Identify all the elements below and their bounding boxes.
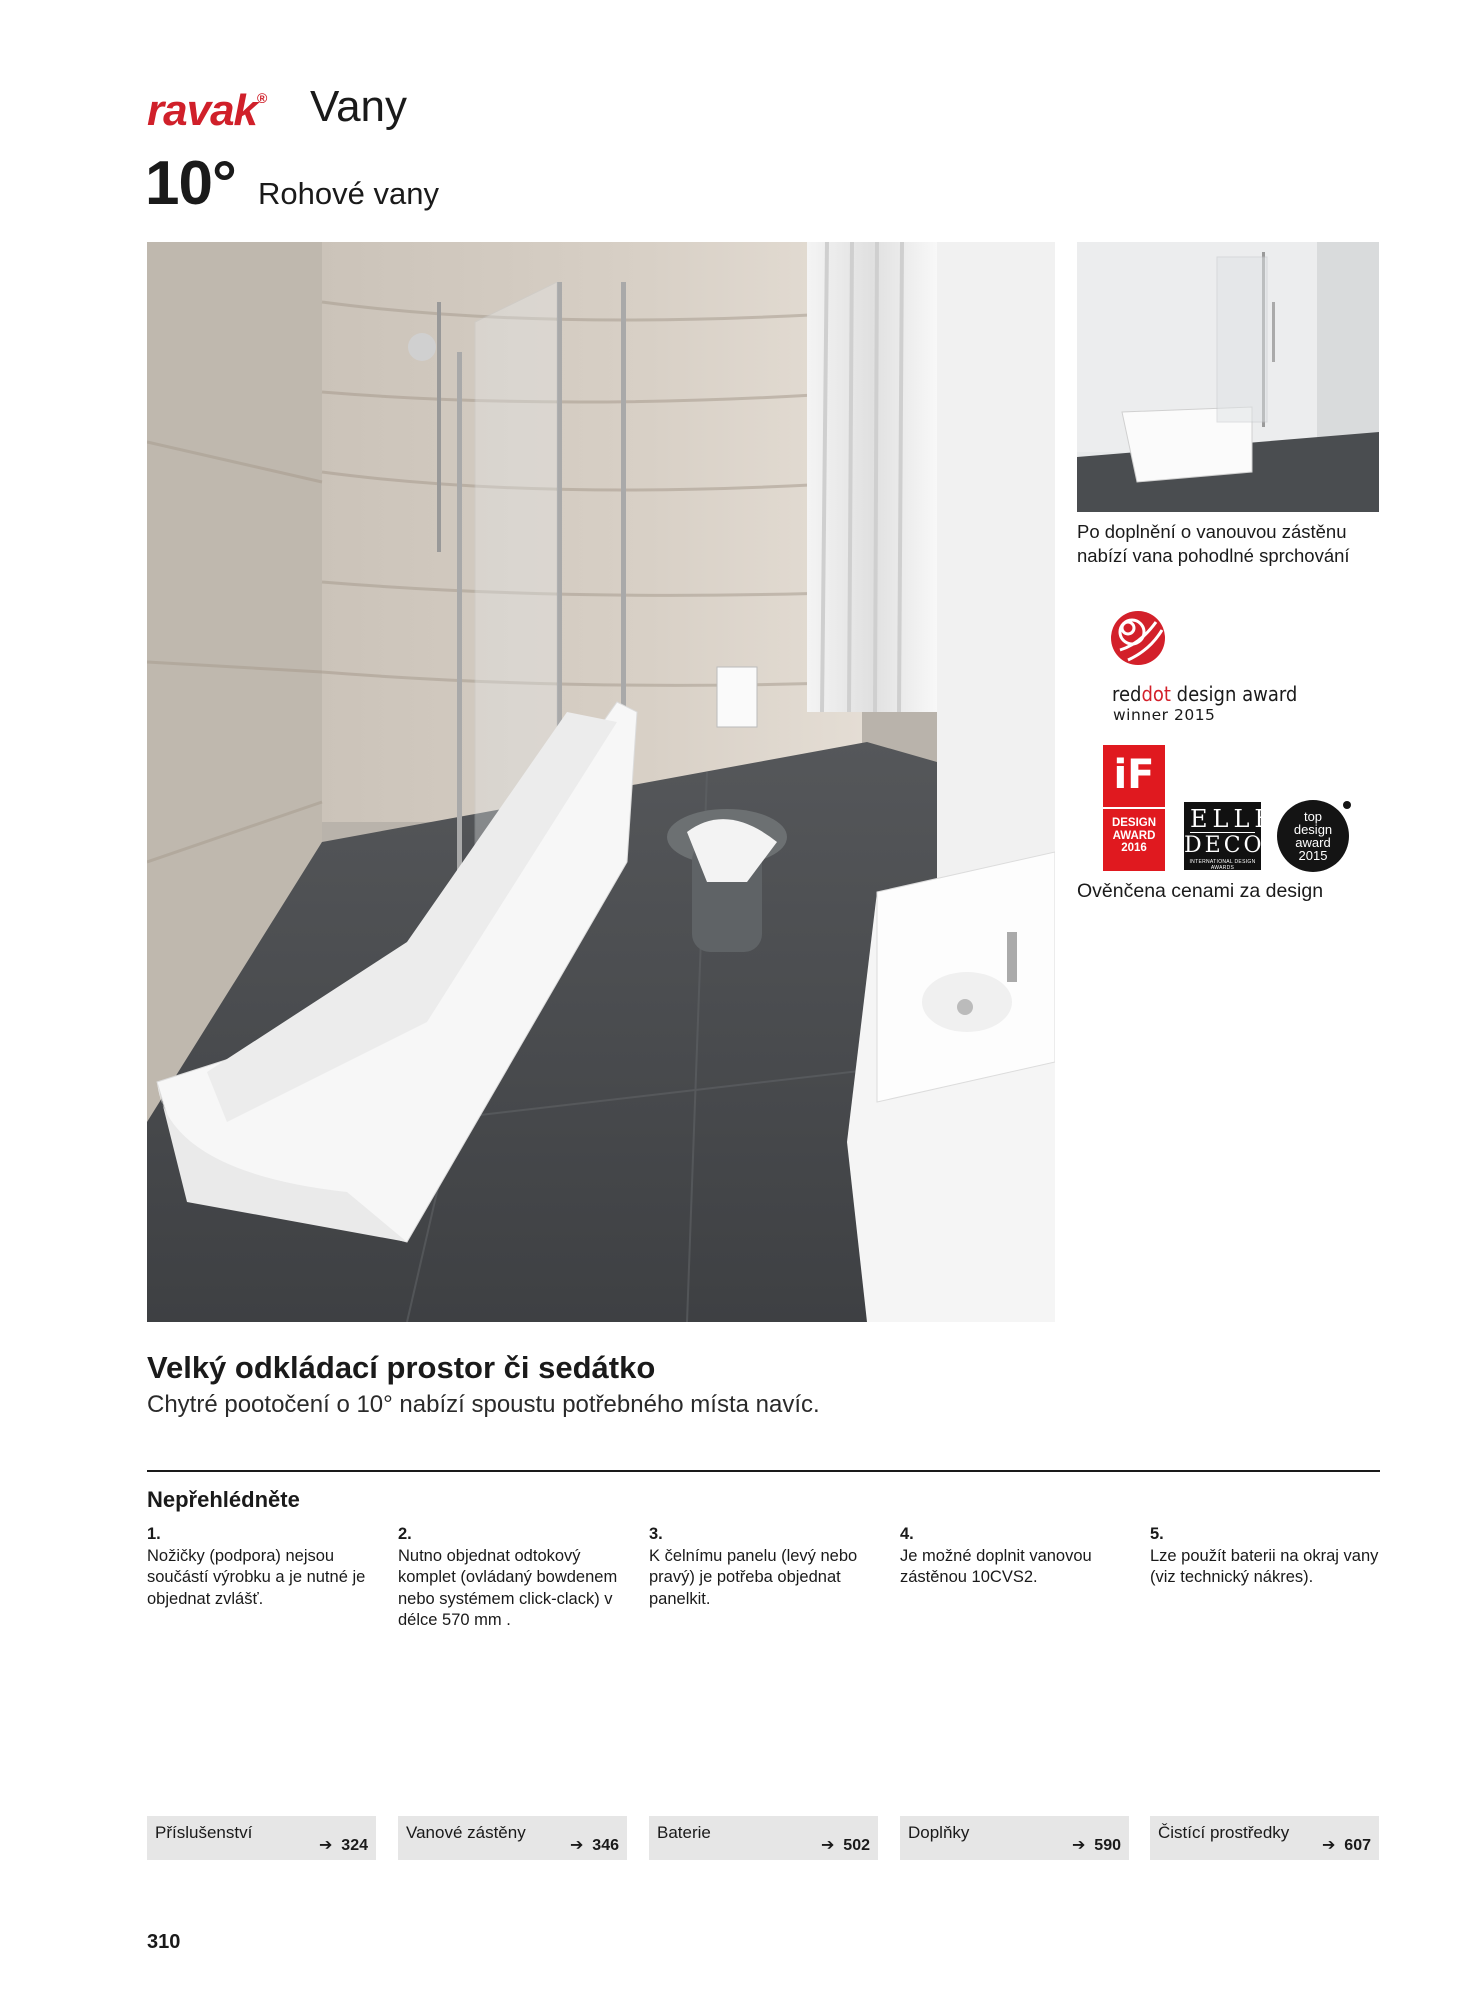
reference-label: Příslušenství <box>155 1823 253 1842</box>
bathtub-with-shower-screen-photo <box>1077 242 1379 512</box>
feature-subline: Chytré pootočení o 10° nabízí spoustu potřebného místa navíc. <box>147 1391 820 1418</box>
note-item <box>649 1524 879 1610</box>
side-photo-caption: Po doplnění o vanouvou zástěnu nabízí vana pohodlné sprchování <box>1077 521 1350 566</box>
page-number: 310 <box>147 1931 181 1953</box>
if-design-award-badge <box>1103 745 1165 871</box>
reference-link-prislusenstvi[interactable] <box>147 1816 376 1860</box>
elle-deco-caption: INTERNATIONAL DESIGN AWARDS <box>1189 859 1256 871</box>
reference-link-doplnky[interactable] <box>900 1816 1129 1860</box>
top-design-award-badge <box>1277 800 1349 872</box>
section-title: Vany <box>310 82 408 131</box>
top-award-line: award <box>1295 835 1331 850</box>
note-text: Je možné doplnit vanovou zástěnou 10CVS2. <box>900 1546 1092 1586</box>
awards-caption: Ověnčena cenami za design <box>1077 880 1324 902</box>
arrow-right-icon: ➔ <box>1322 1837 1336 1854</box>
top-award-dot <box>1343 801 1351 809</box>
note-number: 3. <box>649 1525 663 1543</box>
note-item <box>398 1524 628 1632</box>
reference-label: Vanové zástěny <box>406 1823 526 1842</box>
note-number: 1. <box>147 1525 161 1543</box>
note-text: Nožičky (podpora) nejsou součástí výrobku a je nutné je objednat zvlášť. <box>147 1546 366 1608</box>
reddot-award-label: reddot design award <box>1112 682 1298 706</box>
model-number: 10° <box>145 149 236 218</box>
top-award-year: 2015 <box>1298 848 1328 863</box>
elle-deco-title: ELLE <box>1190 802 1255 833</box>
arrow-right-icon: ➔ <box>570 1837 584 1854</box>
reference-page: 346 <box>592 1837 619 1854</box>
model-name: Rohové vany <box>258 176 439 211</box>
ravak-logo: ravak® <box>147 86 267 135</box>
notes-title: Nepřehlédněte <box>147 1487 300 1512</box>
bathroom-corner-bathtub-photo <box>147 242 1055 1322</box>
top-award-line: top <box>1303 809 1323 824</box>
note-number: 2. <box>398 1525 412 1543</box>
note-item <box>147 1524 377 1610</box>
reference-label: Čistící prostředky <box>1158 1823 1290 1842</box>
reference-page: 502 <box>843 1837 870 1854</box>
feature-headline: Velký odkládací prostor či sedátko <box>147 1350 656 1385</box>
reddot-award-year: winner 2015 <box>1113 706 1216 724</box>
section-divider <box>147 1470 1380 1472</box>
note-text: Lze použít baterii na okraj vany (viz technický nákres). <box>1150 1546 1379 1586</box>
if-logo: iF <box>1103 745 1165 809</box>
note-number: 4. <box>900 1525 914 1543</box>
note-text: Nutno objednat odtokový komplet (ovládaný bowdenem nebo systémem click-clack) v délce 570 mm . <box>398 1546 618 1629</box>
reddot-award-icon <box>1110 610 1166 671</box>
note-item <box>900 1524 1130 1589</box>
reference-label: Doplňky <box>908 1823 970 1842</box>
note-text: K čelnímu panelu (levý nebo pravý) je potřeba objednat panelkit. <box>649 1546 858 1608</box>
arrow-right-icon: ➔ <box>821 1837 835 1854</box>
arrow-right-icon: ➔ <box>1072 1837 1086 1854</box>
elle-deco-award-badge <box>1184 802 1277 871</box>
elle-deco-subtitle: DECO <box>1184 833 1265 858</box>
reference-link-baterie[interactable] <box>649 1816 878 1860</box>
reference-page: 324 <box>341 1837 368 1854</box>
if-award-line: DESIGN <box>1111 817 1157 829</box>
if-award-year: 2016 <box>1121 842 1147 854</box>
top-award-line: design <box>1293 822 1333 837</box>
reference-page: 607 <box>1344 1837 1371 1854</box>
if-award-line: AWARD <box>1112 829 1156 842</box>
arrow-right-icon: ➔ <box>319 1837 333 1854</box>
note-number: 5. <box>1150 1525 1164 1543</box>
note-item <box>1150 1524 1380 1589</box>
reference-label: Baterie <box>657 1823 711 1842</box>
reference-page: 590 <box>1094 1837 1121 1854</box>
reference-link-vanove-zasteny[interactable] <box>398 1816 627 1860</box>
reference-link-cistici-prostredky[interactable] <box>1150 1816 1379 1860</box>
